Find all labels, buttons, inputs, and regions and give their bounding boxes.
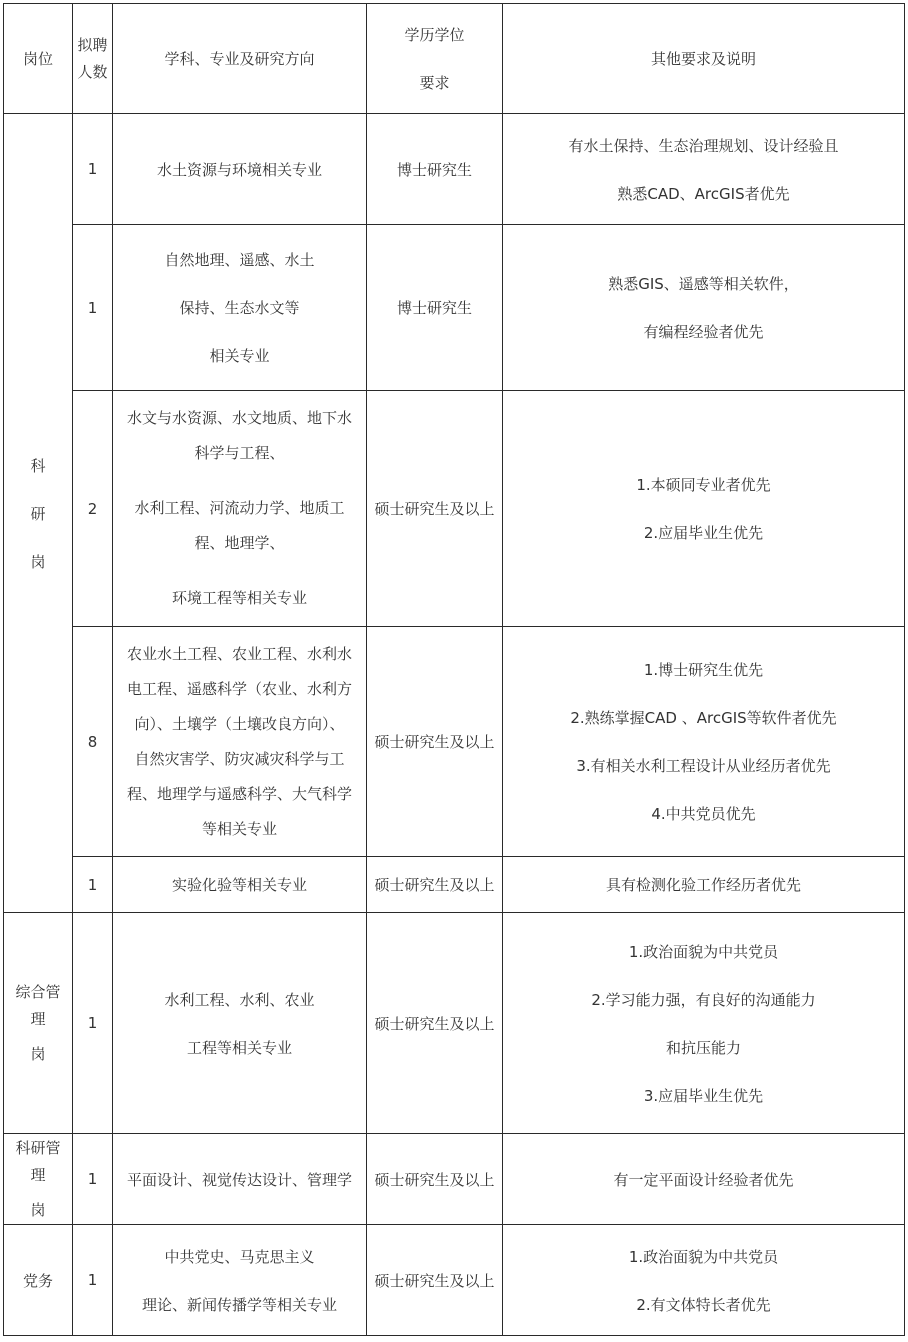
row-degree: 硕士研究生及以上 bbox=[367, 857, 503, 913]
row-major: 平面设计、视觉传达设计、管理学 bbox=[113, 1134, 367, 1225]
recruitment-table bbox=[3, 3, 905, 1336]
row-major: 水土资源与环境相关专业 bbox=[113, 114, 367, 225]
row-count: 1 bbox=[73, 225, 113, 391]
header-degree: 学历学位 要求 bbox=[367, 4, 503, 114]
row-notes: 1.博士研究生优先 2.熟练掌握CAD 、ArcGIS等软件者优先 3.有相关水利工程设计从业经历者优先 4.中共党员优先 bbox=[503, 627, 905, 857]
table-row bbox=[4, 1134, 905, 1225]
row-count: 1 bbox=[73, 857, 113, 913]
row-degree: 硕士研究生及以上 bbox=[367, 1134, 503, 1225]
row-degree: 博士研究生 bbox=[367, 225, 503, 391]
row-count: 1 bbox=[73, 1134, 113, 1225]
row-degree: 硕士研究生及以上 bbox=[367, 627, 503, 857]
row-major: 水文与水资源、水文地质、地下水 科学与工程、 水利工程、河流动力学、地质工 程、地理学、 环境工程等相关专业 bbox=[113, 391, 367, 627]
row-count: 1 bbox=[73, 1225, 113, 1336]
table-row bbox=[4, 857, 905, 913]
row-degree: 硕士研究生及以上 bbox=[367, 1225, 503, 1336]
row-degree: 硕士研究生及以上 bbox=[367, 391, 503, 627]
row-major: 水利工程、水利、农业 工程等相关专业 bbox=[113, 913, 367, 1134]
row-degree: 博士研究生 bbox=[367, 114, 503, 225]
row-notes: 1.本硕同专业者优先 2.应届毕业生优先 bbox=[503, 391, 905, 627]
row-count: 1 bbox=[73, 114, 113, 225]
post-research: 科 研 岗 bbox=[4, 114, 73, 913]
header-post: 岗位 bbox=[4, 4, 73, 114]
row-notes: 具有检测化验工作经历者优先 bbox=[503, 857, 905, 913]
row-major: 实验化验等相关专业 bbox=[113, 857, 367, 913]
post-party: 党务 bbox=[4, 1225, 73, 1336]
row-notes: 1.政治面貌为中共党员 2.学习能力强，有良好的沟通能力 和抗压能力 3.应届毕业生优先 bbox=[503, 913, 905, 1134]
header-notes: 其他要求及说明 bbox=[503, 4, 905, 114]
row-major: 农业水土工程、农业工程、水利水 电工程、遥感科学（农业、水利方 向）、土壤学（土壤改良方向）、 自然灾害学、防灾减灾科学与工 程、地理学与遥感科学、大气科学 等相关专业 bbox=[113, 627, 367, 857]
row-major: 中共党史、马克思主义 理论、新闻传播学等相关专业 bbox=[113, 1225, 367, 1336]
row-count: 1 bbox=[73, 913, 113, 1134]
header-count: 拟聘 人数 bbox=[73, 4, 113, 114]
row-notes: 1.政治面貌为中共党员 2.有文体特长者优先 bbox=[503, 1225, 905, 1336]
table-row bbox=[4, 114, 905, 225]
header-major: 学科、专业及研究方向 bbox=[113, 4, 367, 114]
row-count: 8 bbox=[73, 627, 113, 857]
row-notes: 有水土保持、生态治理规划、设计经验且 熟悉CAD、ArcGIS者优先 bbox=[503, 114, 905, 225]
post-general-mgmt: 综合管理 岗 bbox=[4, 913, 73, 1134]
table-row bbox=[4, 913, 905, 1134]
row-degree: 硕士研究生及以上 bbox=[367, 913, 503, 1134]
table-row bbox=[4, 225, 905, 391]
row-count: 2 bbox=[73, 391, 113, 627]
post-research-mgmt: 科研管理 岗 bbox=[4, 1134, 73, 1225]
table-row bbox=[4, 1225, 905, 1336]
table-row bbox=[4, 391, 905, 627]
row-major: 自然地理、遥感、水土 保持、生态水文等 相关专业 bbox=[113, 225, 367, 391]
row-notes: 熟悉GIS、遥感等相关软件， 有编程经验者优先 bbox=[503, 225, 905, 391]
row-notes: 有一定平面设计经验者优先 bbox=[503, 1134, 905, 1225]
table-header-row bbox=[4, 4, 905, 114]
table-row bbox=[4, 627, 905, 857]
